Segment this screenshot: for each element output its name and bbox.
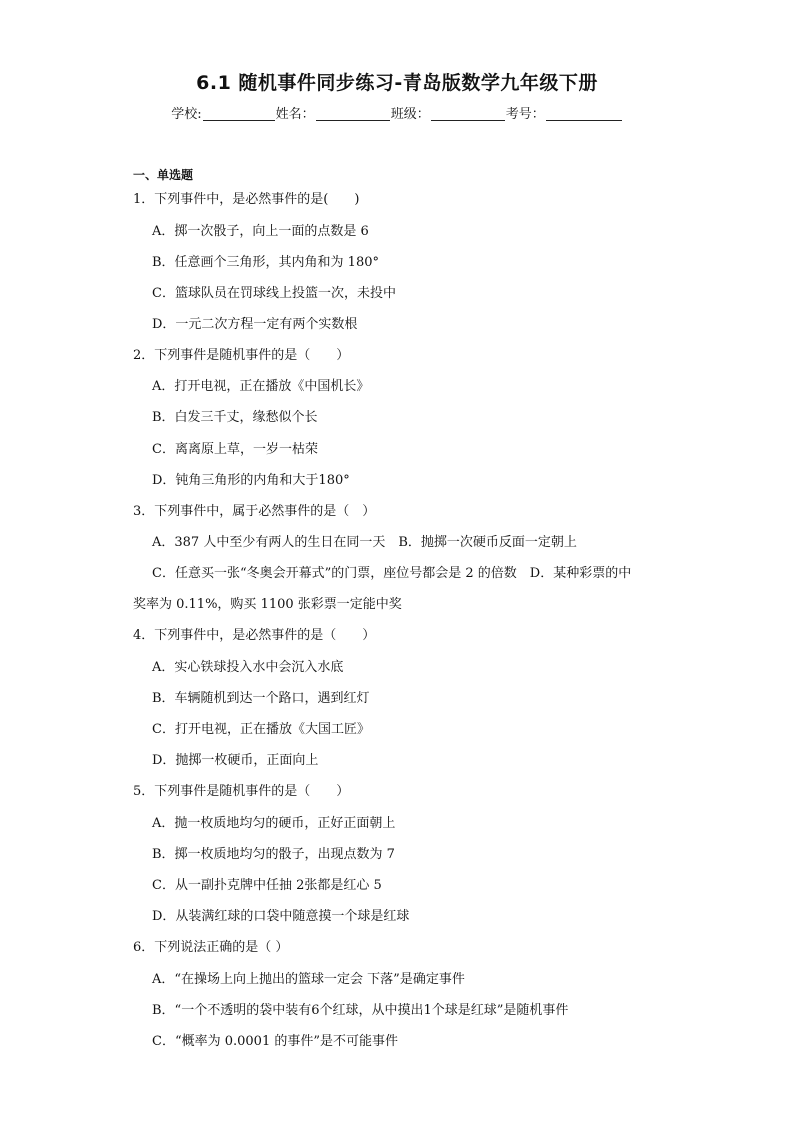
option-ab: A．387 人中至少有两人的生日在同一天 B．抛掷一次硬币反面一定朝上 [152, 535, 577, 550]
option-cd: C．任意买一张“冬奥会开幕式”的门票，座位号都会是 2 的倍数 D．某种彩票的中 [152, 566, 632, 581]
option-c: C．“概率为 0.0001 的事件”是不可能事件 [152, 1034, 398, 1049]
class-blank[interactable] [431, 106, 505, 121]
class-label: 班级： [390, 107, 430, 122]
school-blank[interactable] [203, 106, 275, 121]
exam-number-label: 考号： [505, 107, 545, 122]
option-b: B．任意画个三角形，其内角和为 180° [152, 255, 379, 270]
option-a: A．打开电视，正在播放《中国机长》 [152, 379, 370, 394]
question-stem: 5．下列事件是随机事件的是（ ） [133, 784, 350, 799]
question-stem: 3．下列事件中，属于必然事件的是（ ） [133, 504, 376, 519]
option-b: B．“一个不透明的袋中装有6个红球，从中摸出1个球是红球”是随机事件 [152, 1003, 569, 1018]
option-a: A．“在操场上向上抛出的篮球一定会 下落”是确定事件 [152, 972, 465, 987]
question-stem: 6．下列说法正确的是（ ） [133, 940, 289, 955]
option-d: D．钝角三角形的内角和大于180° [152, 473, 350, 488]
question-stem: 2．下列事件是随机事件的是（ ） [133, 348, 350, 363]
option-b: B．车辆随机到达一个路口，遇到红灯 [152, 691, 370, 706]
exam-number-blank[interactable] [546, 106, 622, 121]
option-a: A．抛一枚质地均匀的硬币，正好正面朝上 [152, 816, 396, 831]
question-stem: 1．下列事件中，是必然事件的是( ) [133, 192, 360, 207]
option-d-continued: 奖率为 0.11%，购买 1100 张彩票一定能中奖 [133, 597, 402, 612]
option-a: A．实心铁球投入水中会沉入水底 [152, 660, 344, 675]
option-c: C．离离原上草，一岁一枯荣 [152, 442, 318, 457]
option-d: D．抛掷一枚硬币，正面向上 [152, 753, 319, 768]
option-c: C．篮球队员在罚球线上投篮一次，未投中 [152, 286, 396, 301]
section-heading: 一、单选题 [133, 168, 194, 182]
option-b: B．掷一枚质地均匀的骰子，出现点数为 7 [152, 847, 395, 862]
option-d: D．从装满红球的口袋中随意摸一个球是红球 [152, 909, 410, 924]
option-c: C．打开电视，正在播放《大国工匠》 [152, 722, 370, 737]
name-label: 姓名： [275, 107, 315, 122]
option-d: D．一元二次方程一定有两个实数根 [152, 317, 358, 332]
name-blank[interactable] [316, 106, 390, 121]
school-label: 学校: [171, 107, 202, 122]
option-a: A．掷一次骰子，向上一面的点数是 6 [152, 224, 369, 239]
option-b: B．白发三千丈，缘愁似个长 [152, 410, 318, 425]
document-title: 6.1 随机事件同步练习-青岛版数学九年级下册 [196, 72, 598, 94]
option-c: C．从一副扑克牌中任抽 2张都是红心 5 [152, 878, 382, 893]
question-stem: 4．下列事件中，是必然事件的是（ ） [133, 628, 376, 643]
student-info-line [0, 103, 794, 122]
